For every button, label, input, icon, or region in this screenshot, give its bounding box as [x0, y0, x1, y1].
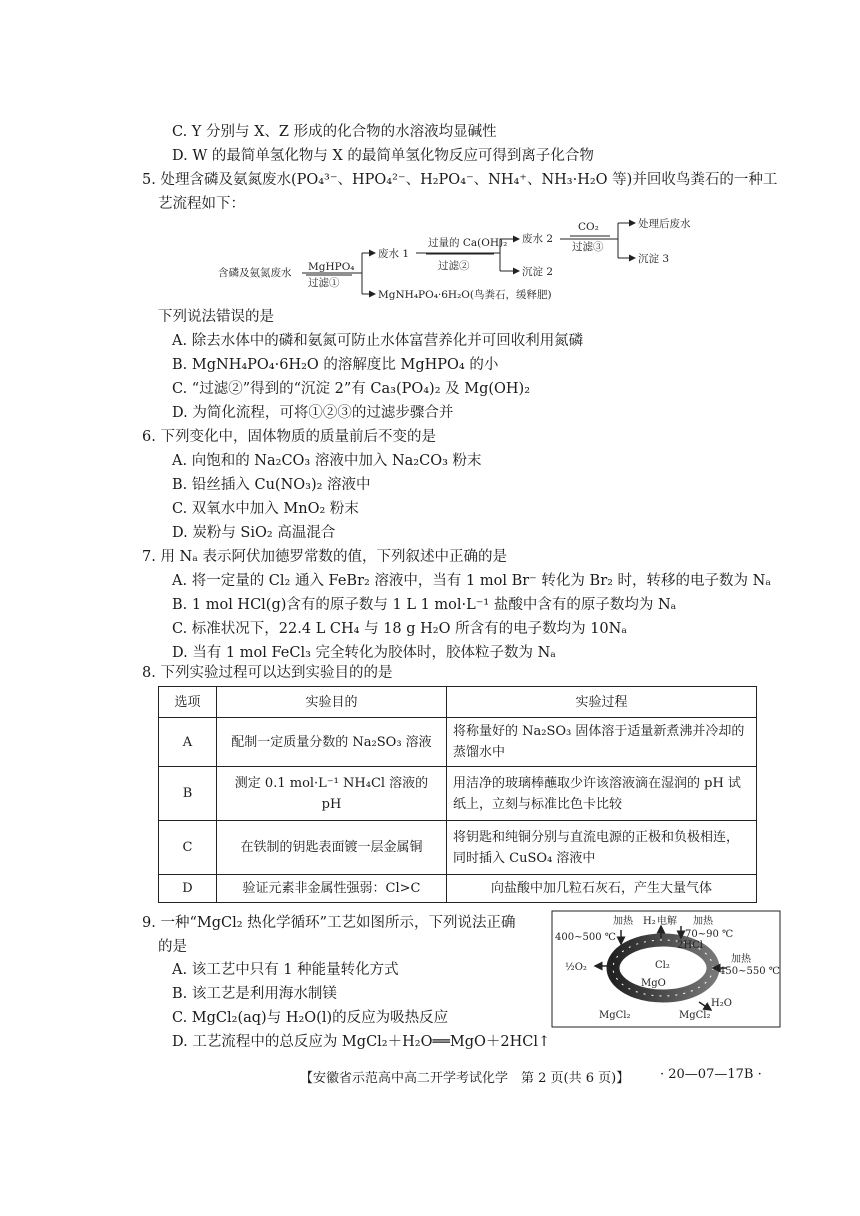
- cycle-cl2: Cl₂: [655, 960, 670, 971]
- cycle-mgcl2-right: MgCl₂: [679, 1010, 711, 1021]
- table-row: [159, 718, 757, 767]
- flow-treated: 处理后废水: [638, 218, 691, 230]
- q6-option-a: A. 向饱和的 Na₂CO₃ 溶液中加入 Na₂CO₃ 粉末: [172, 453, 482, 469]
- flow-source: 含磷及氨氮废水: [218, 267, 292, 279]
- cycle-mgcl2-left: MgCl₂: [599, 1010, 631, 1021]
- flow-water1: 废水 1: [378, 248, 410, 260]
- flow-reagent3: CO₂: [578, 221, 599, 233]
- table-cell-process: 用洁净的玻璃棒蘸取少许该溶液滴在湿润的 pH 试纸上，立刻与标准比色卡比较: [447, 767, 757, 821]
- table-cell-process: 将钥匙和纯铜分别与直流电源的正极和负极相连，同时插入 CuSO₄ 溶液中: [447, 821, 757, 875]
- q7-option-b: B. 1 mol HCl(g)含有的原子数与 1 L 1 mol·L⁻¹ 盐酸中含有的原子数均为 Nₐ: [172, 597, 677, 613]
- table-cell-option: B: [159, 767, 217, 821]
- table-row: [159, 767, 757, 821]
- flow-ppt2: 沉淀 2: [522, 266, 554, 278]
- q5-ask: 下列说法错误的是: [158, 309, 274, 325]
- cycle-h2: H₂: [643, 916, 656, 927]
- flow-water2: 废水 2: [522, 233, 554, 245]
- table-header-row: [159, 687, 757, 718]
- table-cell-purpose: 测定 0.1 mol·L⁻¹ NH₄Cl 溶液的 pH: [217, 767, 447, 821]
- q5-flow-diagram: [210, 212, 730, 308]
- q8-table: [158, 686, 757, 903]
- table-cell-purpose: 验证元素非金属性强弱：Cl>C: [217, 875, 447, 903]
- q5-stem-line1: 5. 处理含磷及氨氮废水(PO₄³⁻、HPO₄²⁻、H₂PO₄⁻、NH₄⁺、NH₃·H₂O 等)并回收鸟粪石的一种工: [142, 172, 778, 188]
- flow-ppt3: 沉淀 3: [638, 253, 670, 265]
- q7-option-a: A. 将一定量的 Cl₂ 通入 FeBr₂ 溶液中，当有 1 mol Br⁻ 转化为 Br₂ 时，转移的电子数为 Nₐ: [172, 573, 771, 589]
- q7-stem: 7. 用 Nₐ 表示阿伏加德罗常数的值，下列叙述中正确的是: [142, 549, 507, 565]
- q6-option-d: D. 炭粉与 SiO₂ 高温混合: [172, 525, 336, 541]
- cycle-temp1: 400~500 ℃: [555, 932, 616, 943]
- q9-option-d: D. 工艺流程中的总反应为 MgCl₂＋H₂O══MgO＋2HCl↑: [172, 1034, 551, 1050]
- flow-step1: 过滤①: [308, 277, 340, 289]
- footer-code: · 20—07—17B ·: [660, 1067, 762, 1082]
- q5-stem-line2: 艺流程如下：: [158, 196, 245, 212]
- q5-option-d: D. 为简化流程，可将①②③的过滤步骤合并: [172, 405, 454, 421]
- table-header: 实验过程: [447, 687, 757, 718]
- q5-option-b: B. MgNH₄PO₄·6H₂O 的溶解度比 MgHPO₄ 的小: [172, 357, 499, 373]
- q7-option-c: C. 标准状况下，22.4 L CH₄ 与 18 g H₂O 所含有的电子数均为 10Nₐ: [172, 621, 627, 637]
- table-cell-process: 将称量好的 Na₂SO₃ 固体溶于适量新煮沸并冷却的蒸馏水中: [447, 718, 757, 767]
- q6-option-b: B. 铅丝插入 Cu(NO₃)₂ 溶液中: [172, 477, 371, 493]
- table-header: 实验目的: [217, 687, 447, 718]
- footer-title: 【安徽省示范高中高二开学考试化学 第 2 页(共 6 页)】: [300, 1071, 630, 1086]
- q9-option-b: B. 该工艺是利用海水制镁: [172, 986, 337, 1002]
- cycle-o2: ½O₂: [565, 962, 587, 973]
- q5-option-c: C. “过滤②”得到的“沉淀 2”有 Ca₃(PO₄)₂ 及 Mg(OH)₂: [172, 381, 531, 397]
- cycle-heat3: 加热: [731, 954, 751, 965]
- q9-stem-line1: 9. 一种“MgCl₂ 热化学循环”工艺如图所示，下列说法正确: [142, 915, 516, 931]
- flow-reagent1: MgHPO₄: [308, 261, 355, 273]
- table-cell-option: C: [159, 821, 217, 875]
- flow-reagent2: 过量的 Ca(OH)₂: [428, 237, 508, 249]
- table-header: 选项: [159, 687, 217, 718]
- cycle-h2o: H₂O: [711, 998, 732, 1009]
- q7-option-d: D. 当有 1 mol FeCl₃ 完全转化为胶体时，胶体粒子数为 Nₐ: [172, 645, 556, 661]
- cycle-electrolysis: 电解: [657, 916, 677, 927]
- q9-cycle-diagram: [551, 910, 781, 1028]
- cycle-temp2: 70~90 ℃: [685, 929, 734, 940]
- q9-option-c: C. MgCl₂(aq)与 H₂O(l)的反应为吸热反应: [172, 1010, 449, 1026]
- q5-option-a: A. 除去水体中的磷和氨氮可防止水体富营养化并可回收利用氮磷: [172, 333, 584, 349]
- q8-stem: 8. 下列实验过程可以达到实验目的的是: [142, 665, 393, 681]
- table-cell-purpose: 配制一定质量分数的 Na₂SO₃ 溶液: [217, 718, 447, 767]
- q9-option-a: A. 该工艺中只有 1 种能量转化方式: [172, 962, 399, 978]
- table-cell-purpose: 在铁制的钥匙表面镀一层金属铜: [217, 821, 447, 875]
- cycle-mgo: MgO: [641, 978, 666, 989]
- table-cell-option: A: [159, 718, 217, 767]
- table-cell-option: D: [159, 875, 217, 903]
- cycle-heat1: 加热: [613, 916, 633, 927]
- q9-stem-line2: 的是: [158, 939, 187, 955]
- q4-option-d: D. W 的最简单氢化物与 X 的最简单氢化物反应可得到离子化合物: [172, 148, 594, 164]
- table-row: [159, 875, 757, 903]
- flow-step2: 过滤②: [438, 260, 470, 272]
- q6-stem: 6. 下列变化中，固体物质的质量前后不变的是: [142, 429, 436, 445]
- cycle-heat2: 加热: [693, 916, 713, 927]
- flow-step3: 过滤③: [572, 241, 604, 253]
- table-row: [159, 821, 757, 875]
- table-cell-process: 向盐酸中加几粒石灰石，产生大量气体: [447, 875, 757, 903]
- q4-option-c: C. Y 分别与 X、Z 形成的化合物的水溶液均显碱性: [172, 124, 497, 140]
- q6-option-c: C. 双氧水中加入 MnO₂ 粉末: [172, 501, 359, 517]
- flow-product: MgNH₄PO₄·6H₂O(鸟粪石，缓释肥): [378, 289, 552, 301]
- cycle-temp3: 450~550 ℃: [719, 966, 780, 977]
- cycle-hcl: 2HCl: [677, 940, 703, 951]
